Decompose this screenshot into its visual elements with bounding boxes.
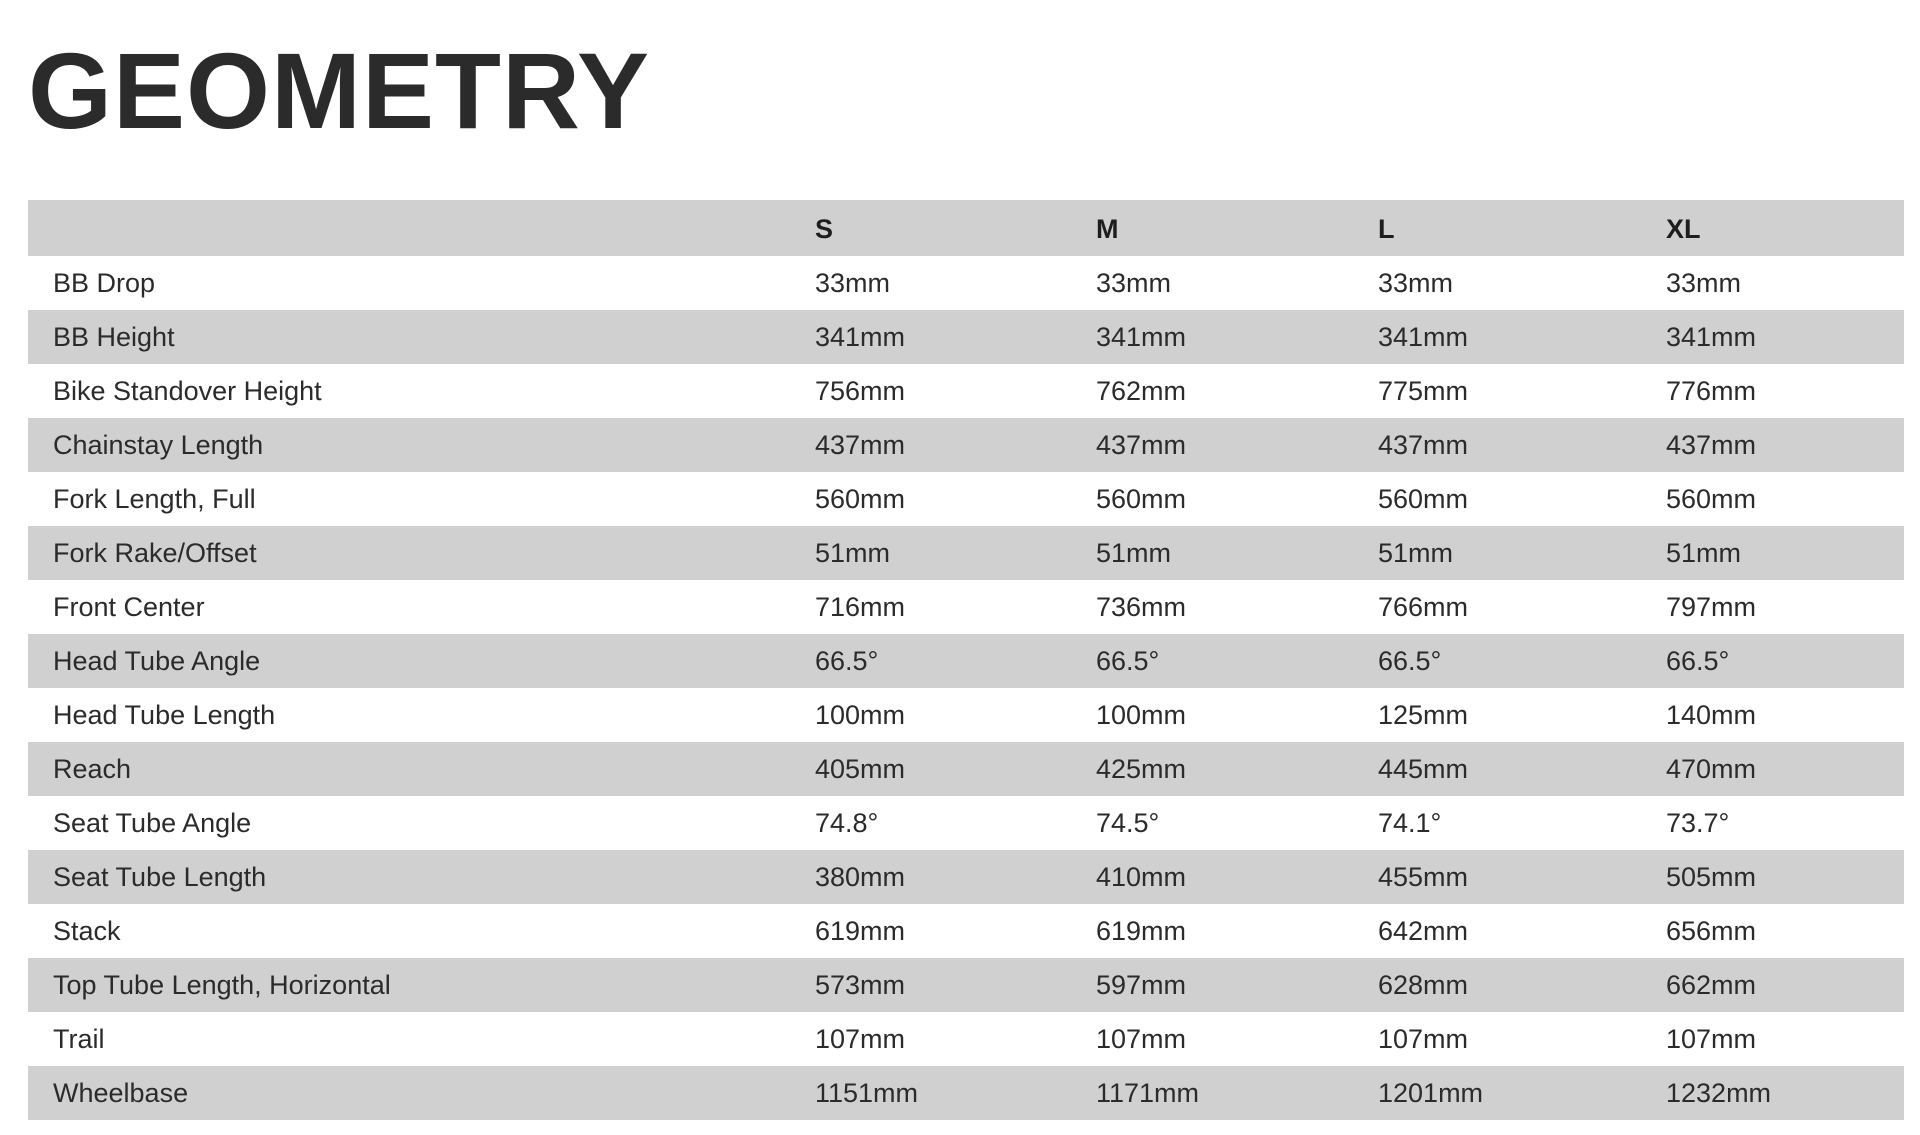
value-s: 100mm	[815, 699, 906, 730]
value-xl: 656mm	[1666, 915, 1757, 946]
row-label: Bike Standover Height	[53, 375, 322, 406]
value-m: 341mm	[1096, 321, 1187, 352]
table-header-row	[28, 200, 1904, 256]
value-s: 756mm	[815, 375, 906, 406]
value-xl: 560mm	[1666, 483, 1757, 514]
value-l: 775mm	[1378, 375, 1469, 406]
value-m: 74.5°	[1096, 807, 1160, 838]
value-m: 51mm	[1096, 537, 1172, 568]
value-m: 33mm	[1096, 267, 1172, 298]
geometry-table	[28, 200, 1904, 1120]
value-m: 560mm	[1096, 483, 1187, 514]
value-l: 628mm	[1378, 969, 1469, 1000]
row-label: Head Tube Length	[53, 699, 276, 730]
row-label: BB Height	[53, 321, 175, 352]
value-xl: 341mm	[1666, 321, 1757, 352]
value-m: 762mm	[1096, 375, 1187, 406]
row-label: Chainstay Length	[53, 429, 264, 460]
value-l: 455mm	[1378, 861, 1469, 892]
value-l: 437mm	[1378, 429, 1469, 460]
value-l: 560mm	[1378, 483, 1469, 514]
row-label: Fork Length, Full	[53, 483, 256, 514]
value-xl: 797mm	[1666, 591, 1757, 622]
value-m: 107mm	[1096, 1023, 1187, 1054]
table-row	[28, 310, 1904, 364]
value-l: 341mm	[1378, 321, 1469, 352]
table-row	[28, 688, 1904, 742]
value-m: 100mm	[1096, 699, 1187, 730]
row-label: Fork Rake/Offset	[53, 537, 257, 568]
value-xl: 662mm	[1666, 969, 1757, 1000]
value-s: 560mm	[815, 483, 906, 514]
value-s: 573mm	[815, 969, 906, 1000]
header-label-cell	[28, 200, 787, 256]
value-l: 1201mm	[1378, 1077, 1484, 1108]
row-label: Trail	[53, 1023, 105, 1054]
row-label: Head Tube Angle	[53, 645, 261, 676]
value-l: 642mm	[1378, 915, 1469, 946]
row-label: Top Tube Length, Horizontal	[53, 969, 391, 1000]
header-size-s: S	[815, 213, 834, 244]
table-row	[28, 1012, 1904, 1066]
table-row	[28, 796, 1904, 850]
value-s: 51mm	[815, 537, 891, 568]
value-s: 341mm	[815, 321, 906, 352]
row-label: Reach	[53, 753, 132, 784]
value-s: 619mm	[815, 915, 906, 946]
row-label: Stack	[53, 915, 121, 946]
value-m: 425mm	[1096, 753, 1187, 784]
value-s: 1151mm	[815, 1077, 919, 1108]
value-xl: 776mm	[1666, 375, 1757, 406]
page-title: GEOMETRY	[28, 30, 651, 151]
table-row	[28, 256, 1904, 310]
value-m: 437mm	[1096, 429, 1187, 460]
value-xl: 470mm	[1666, 753, 1757, 784]
value-s: 405mm	[815, 753, 906, 784]
row-label: Seat Tube Length	[53, 861, 267, 892]
value-xl: 66.5°	[1666, 645, 1730, 676]
table-row	[28, 1066, 1904, 1120]
table-row	[28, 958, 1904, 1012]
header-size-m: M	[1096, 213, 1119, 244]
value-l: 125mm	[1378, 699, 1469, 730]
value-s: 74.8°	[815, 807, 879, 838]
value-xl: 51mm	[1666, 537, 1742, 568]
value-l: 445mm	[1378, 753, 1469, 784]
table-row	[28, 364, 1904, 418]
table-row	[28, 418, 1904, 472]
value-m: 410mm	[1096, 861, 1187, 892]
value-m: 1171mm	[1096, 1077, 1200, 1108]
table-row	[28, 634, 1904, 688]
value-xl: 73.7°	[1666, 807, 1730, 838]
table-row	[28, 904, 1904, 958]
row-label: BB Drop	[53, 267, 156, 298]
row-label: Seat Tube Angle	[53, 807, 252, 838]
header-size-l: L	[1378, 213, 1395, 244]
table-row	[28, 472, 1904, 526]
row-label: Front Center	[53, 591, 205, 622]
value-l: 74.1°	[1378, 807, 1442, 838]
value-s: 380mm	[815, 861, 906, 892]
value-s: 66.5°	[815, 645, 879, 676]
value-xl: 437mm	[1666, 429, 1757, 460]
value-l: 66.5°	[1378, 645, 1442, 676]
value-l: 33mm	[1378, 267, 1454, 298]
value-s: 107mm	[815, 1023, 906, 1054]
table-row	[28, 580, 1904, 634]
value-l: 766mm	[1378, 591, 1469, 622]
value-xl: 505mm	[1666, 861, 1757, 892]
table-row	[28, 526, 1904, 580]
table-row	[28, 850, 1904, 904]
value-xl: 33mm	[1666, 267, 1742, 298]
value-s: 33mm	[815, 267, 891, 298]
header-size-xl: XL	[1666, 213, 1701, 244]
value-m: 66.5°	[1096, 645, 1160, 676]
value-m: 619mm	[1096, 915, 1187, 946]
value-m: 736mm	[1096, 591, 1187, 622]
value-s: 716mm	[815, 591, 906, 622]
value-xl: 1232mm	[1666, 1077, 1772, 1108]
value-s: 437mm	[815, 429, 906, 460]
value-xl: 107mm	[1666, 1023, 1757, 1054]
value-m: 597mm	[1096, 969, 1187, 1000]
value-xl: 140mm	[1666, 699, 1757, 730]
table-row	[28, 742, 1904, 796]
row-label: Wheelbase	[53, 1077, 189, 1108]
value-l: 107mm	[1378, 1023, 1469, 1054]
value-l: 51mm	[1378, 537, 1454, 568]
